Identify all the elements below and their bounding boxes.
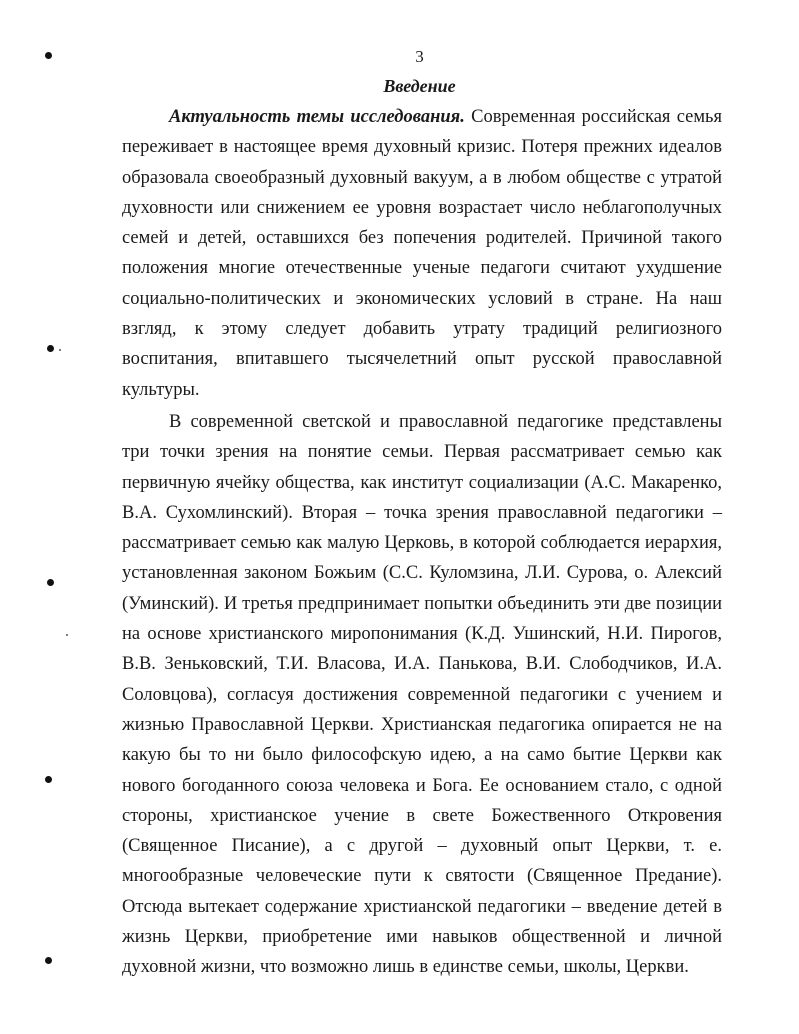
- scan-dot-2: [47, 345, 54, 352]
- page-number: 3: [415, 47, 424, 66]
- paragraph: [122, 102, 722, 405]
- scan-speck: [59, 349, 61, 351]
- paragraph: [122, 407, 722, 983]
- scan-dot-3: [47, 579, 54, 586]
- paragraph-lead: Актуальность темы исследования.: [169, 107, 465, 127]
- paragraph-text: В современной светской и православной педагогике представлены три точки зрения на понятие семьи. Первая рассматривает семью как первичную ячейку общества, как институт социализации (А.С. Макаренко, В.А. Сухомлинский). Вторая – точка зрения православной педагогики – рассматривает семью как малую Церковь, в которой соблюдается иерархия, установленная законом Божьим (С.С. Куломзина, Л.И. Сурова, о. Алексий (Уминский). И третья предпринимает попытки объединить эти две позиции на основе христианского миропонимания (К.Д. Ушинский, Н.И. Пирогов, В.В. Зеньковский, Т.И. Власова, И.А. Панькова, В.И. Слободчиков, И.А. Соловцова), согласуя достижения современной педагогики с учением и жизнью Православной Церкви. Христианская педагогика опирается не на какую бы то ни было философскую идею, а на само бытие Церкви как нового богоданного союза человека и Бога. Ее основанием стало, с одной стороны, христианское учение в свете Божественного Откровения (Священное Писание), а с другой – духовный опыт Церкви, т. е. многообразные человеческие пути к святости (Священное Предание). Отсюда вытекает содержание христианской педагогики – введение детей в жизнь Церкви, приобретение ими навыков общественной и личной духовной жизни, что возможно лишь в единстве семьи, школы, Церкви.: [122, 411, 722, 978]
- body-text: [122, 102, 722, 983]
- page-heading: Введение: [383, 76, 456, 96]
- scan-dot-4: [45, 776, 52, 783]
- scan-dot-5: [45, 957, 52, 964]
- paragraph-text: Современная российская семья переживает в настоящее время духовный кризис. Потеря прежних идеалов образовала своеобразный духовный вакуум, а в любом обществе с утратой духовности или снижением ее уровня возрастает число неблагополучных семей и детей, оставшихся без попечения родителей. Причиной такого положения многие отечественные ученые педагоги считают ухудшение социально-политических и экономических условий в стране. На наш взгляд, к этому следует добавить утрату традиций религиозного воспитания, впитавшего тысячелетний опыт русской православной культуры.: [122, 107, 722, 400]
- scan-speck: [66, 634, 68, 636]
